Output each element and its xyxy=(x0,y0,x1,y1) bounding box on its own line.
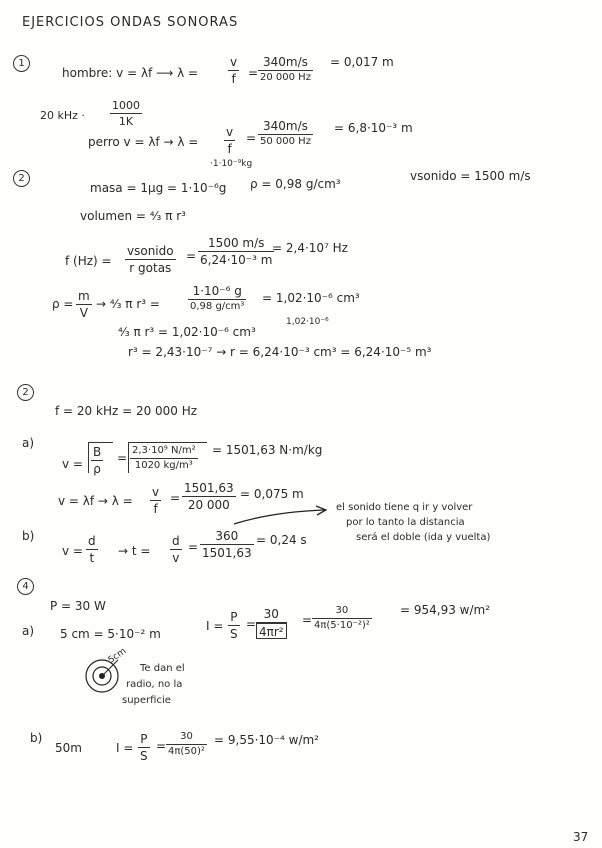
denominator: 0,98 g/cm³ xyxy=(190,301,245,312)
exercise-number: 1 xyxy=(13,55,30,72)
numerator: 30 xyxy=(312,606,372,619)
denominator: f xyxy=(231,72,236,86)
denominator: 4πr² xyxy=(256,623,287,639)
numerator: d xyxy=(88,534,96,548)
numerator: v xyxy=(152,485,160,499)
denominator: 1501,63 xyxy=(202,546,252,560)
denominator: r gotas xyxy=(129,261,172,275)
denominator: 50 000 Hz xyxy=(260,136,311,147)
numerator: P xyxy=(138,733,150,748)
equals-sign: = xyxy=(246,617,257,631)
frequency-left: f (Hz) = xyxy=(65,254,112,268)
fraction xyxy=(91,446,103,475)
numerator: 1000 xyxy=(112,99,140,112)
radius-line: r³ = 2,43·10⁻⁷ → r = 6,24·10⁻³ cm³ = 6,24·10⁻⁵ m³ xyxy=(128,345,432,359)
denominator: 20 000 xyxy=(187,498,230,512)
intensity-result: = 9,55·10⁻⁴ w/m² xyxy=(214,733,319,747)
hombre-result: = 0,017 m xyxy=(330,55,394,69)
diagram-note-line: radio, no la xyxy=(126,679,183,690)
numerator: 30 xyxy=(166,732,207,745)
hombre-equation-left: hombre: v = λf ⟶ λ = xyxy=(62,66,199,80)
rho-line-middle: → ⁴⁄₃ π r³ = xyxy=(96,297,160,311)
wavelength-left: v = λf → λ = xyxy=(58,494,133,508)
r-cubed-note: 1,02·10⁻⁶ xyxy=(286,317,329,327)
intensity-left: I = xyxy=(206,619,224,633)
fraction xyxy=(76,290,92,319)
fraction xyxy=(200,530,254,559)
equals-sign: = xyxy=(117,451,128,465)
equals-sign: = xyxy=(156,739,167,753)
frequency-line: f = 20 kHz = 20 000 Hz xyxy=(55,404,198,418)
intensity-result: = 954,93 w/m² xyxy=(400,603,491,617)
fraction xyxy=(138,733,150,762)
volume-line: volumen = ⁴⁄₃ π r³ xyxy=(80,209,186,223)
numerator: 340m/s xyxy=(258,120,313,135)
equals-sign: = xyxy=(302,613,313,627)
numerator: 1500 m/s xyxy=(198,237,274,252)
speed-left: v = xyxy=(62,457,83,471)
fraction xyxy=(228,611,240,640)
fraction xyxy=(182,482,236,511)
radius-label: 5cm xyxy=(106,646,129,666)
denominator: t xyxy=(89,551,95,565)
equals-sign: = xyxy=(170,491,181,505)
denominator: 20 000 Hz xyxy=(260,72,311,83)
perro-result: = 6,8·10⁻³ m xyxy=(334,121,413,135)
rho-line-left: ρ = xyxy=(52,297,74,311)
exercise-number: 2 xyxy=(13,170,30,187)
annotation-line: será el doble (ida y vuelta) xyxy=(356,532,491,543)
fraction xyxy=(312,606,372,631)
speed-result: = 1501,63 N·m/kg xyxy=(212,443,323,457)
fraction xyxy=(130,446,198,471)
fraction xyxy=(86,535,98,564)
time-middle: → t = xyxy=(118,544,151,558)
annotation-line: por lo tanto la distancia xyxy=(346,517,465,528)
page-number: 37 xyxy=(573,830,589,844)
kg-conversion-note: ·1·10⁻⁹kg xyxy=(210,159,253,169)
fraction xyxy=(170,535,182,564)
exercise-number: 4 xyxy=(17,578,34,595)
numerator: 30 xyxy=(256,608,287,623)
note-arrow xyxy=(232,504,332,526)
khz-conversion-left: 20 kHz · xyxy=(40,109,85,122)
perro-equation-left: perro v = λf → λ = xyxy=(88,135,199,149)
denominator: 1020 kg/m³ xyxy=(134,460,193,471)
sound-speed-line: vsonido = 1500 m/s xyxy=(410,169,531,183)
numerator: v xyxy=(230,55,238,69)
rho-line-result: = 1,02·10⁻⁶ cm³ xyxy=(262,291,360,305)
part-b-label: b) xyxy=(22,529,35,543)
fraction xyxy=(166,732,207,757)
fraction xyxy=(228,56,239,85)
equals-sign: = xyxy=(188,540,199,554)
radius-conversion: 5 cm = 5·10⁻² m xyxy=(60,627,161,641)
fraction xyxy=(110,100,142,127)
numerator: 1·10⁻⁶ g xyxy=(188,285,246,300)
power-line: P = 30 W xyxy=(50,599,106,613)
exercise-number: 2 xyxy=(17,384,34,401)
numerator: v xyxy=(226,125,234,139)
page-title: EJERCICIOS ONDAS SONORAS xyxy=(22,15,239,30)
fraction xyxy=(258,56,313,83)
part-b-label: b) xyxy=(30,731,43,745)
numerator: B xyxy=(93,445,102,459)
denominator: 1K xyxy=(118,115,134,128)
diagram-note-line: Te dan el xyxy=(140,663,185,674)
intensity-left: I = xyxy=(116,741,134,755)
numerator: d xyxy=(172,534,180,548)
fraction xyxy=(198,237,274,266)
distance-label: 50m xyxy=(55,741,82,755)
equals-sign: = xyxy=(248,66,259,80)
denominator: f xyxy=(227,142,232,156)
fraction xyxy=(256,608,287,639)
equals-sign: = xyxy=(186,249,197,263)
wavelength-result: = 0,075 m xyxy=(240,487,304,501)
numerator: 1501,63 xyxy=(184,481,234,495)
denominator: V xyxy=(79,306,88,320)
numerator: P xyxy=(228,611,240,626)
equals-sign: = xyxy=(246,131,257,145)
fraction xyxy=(125,245,176,274)
part-a-label: a) xyxy=(22,436,35,450)
fraction xyxy=(188,285,246,312)
denominator: S xyxy=(140,749,148,763)
denominator: S xyxy=(230,627,238,641)
denominator: 6,24·10⁻³ m xyxy=(200,253,273,267)
numerator: 2,3·10⁹ N/m² xyxy=(130,446,198,459)
denominator: v xyxy=(172,551,180,565)
numerator: m xyxy=(78,289,90,303)
numerator: 360 xyxy=(200,530,254,545)
mass-line: masa = 1μg = 1·10⁻⁶g xyxy=(90,181,227,195)
numerator: 340m/s xyxy=(258,56,313,71)
time-left: v = xyxy=(62,544,83,558)
part-a-label: a) xyxy=(22,624,35,638)
time-result: = 0,24 s xyxy=(256,533,307,547)
diagram-note-line: superficie xyxy=(122,695,171,706)
r-cubed-line: ⁴⁄₃ π r³ = 1,02·10⁻⁶ cm³ xyxy=(118,325,256,339)
fraction xyxy=(224,126,235,155)
denominator: 4π(50)² xyxy=(168,746,205,757)
denominator: ρ xyxy=(93,462,101,476)
arrow-line xyxy=(234,510,324,524)
fraction xyxy=(258,120,313,147)
annotation-line: el sonido tiene q ir y volver xyxy=(336,502,473,513)
density-line: ρ = 0,98 g/cm³ xyxy=(250,177,341,191)
numerator: vsonido xyxy=(127,244,174,258)
fraction xyxy=(150,486,161,515)
denominator: 4π(5·10⁻²)² xyxy=(314,620,370,631)
frequency-result: = 2,4·10⁷ Hz xyxy=(272,241,348,255)
denominator: f xyxy=(153,502,158,516)
